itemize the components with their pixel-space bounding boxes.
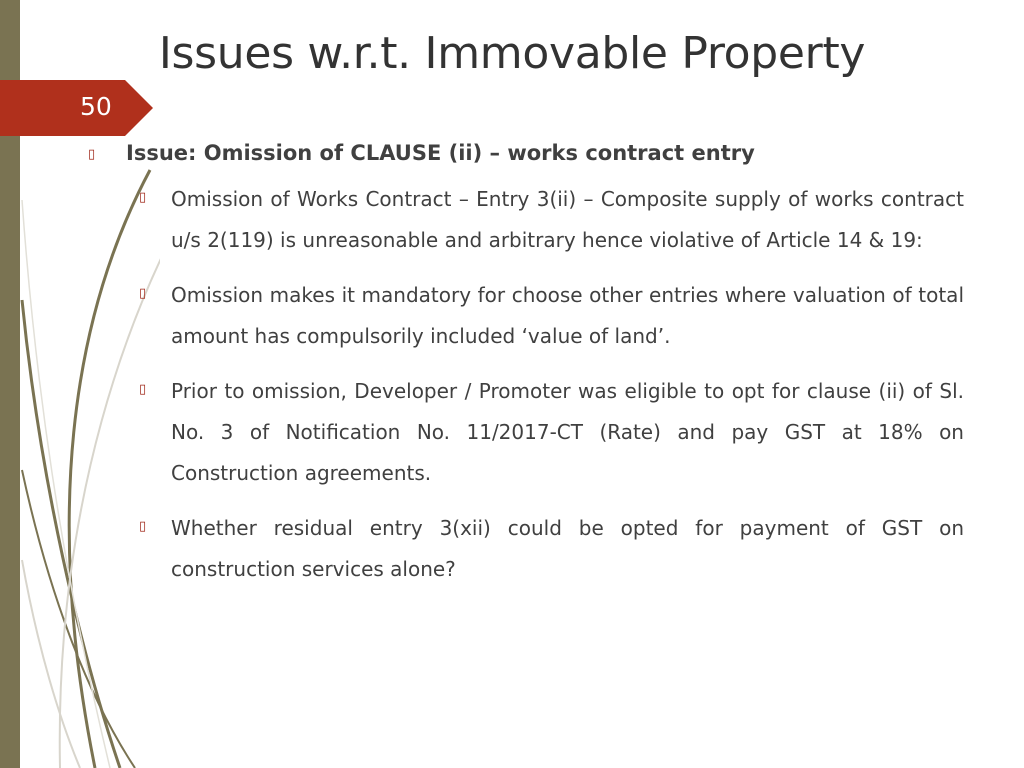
list-item — [139, 508, 964, 590]
issue-heading-text: Issue: Omission of CLAUSE (ii) – works contract entry — [126, 141, 755, 165]
slide-title: Issues w.r.t. Immovable Property — [158, 28, 866, 79]
bullet-icon: ▯ — [139, 519, 147, 534]
slide-number: 50 — [80, 92, 112, 121]
list-item-text: Whether residual entry 3(xii) could be opted for payment of GST on construction services alone? — [171, 516, 964, 581]
bullet-icon: ▯ — [88, 147, 96, 162]
list-item-text: Omission makes it mandatory for choose other entries where valuation of total amount has compulsorily included ‘value of land’. — [171, 283, 964, 348]
list-item — [139, 275, 964, 357]
bullet-icon: ▯ — [139, 190, 147, 205]
list-item-text: Prior to omission, Developer / Promoter was eligible to opt for clause (ii) of Sl. No. 3 of Notification No. 11/2017-CT (Rate) and pay GST at 18% on Construction agreements. — [171, 379, 964, 485]
slide-content — [88, 138, 964, 604]
slide-number-tag — [0, 80, 153, 136]
bullet-icon: ▯ — [139, 286, 147, 301]
bullet-icon: ▯ — [139, 382, 147, 397]
list-item — [139, 371, 964, 494]
slide-number-shape — [0, 80, 153, 136]
list-item — [139, 179, 964, 261]
list-item-text: Omission of Works Contract – Entry 3(ii) – Composite supply of works contract u/s 2(119) is unreasonable and arbitrary hence violative of Article 14 & 19: — [171, 187, 964, 252]
issue-heading — [88, 138, 964, 168]
